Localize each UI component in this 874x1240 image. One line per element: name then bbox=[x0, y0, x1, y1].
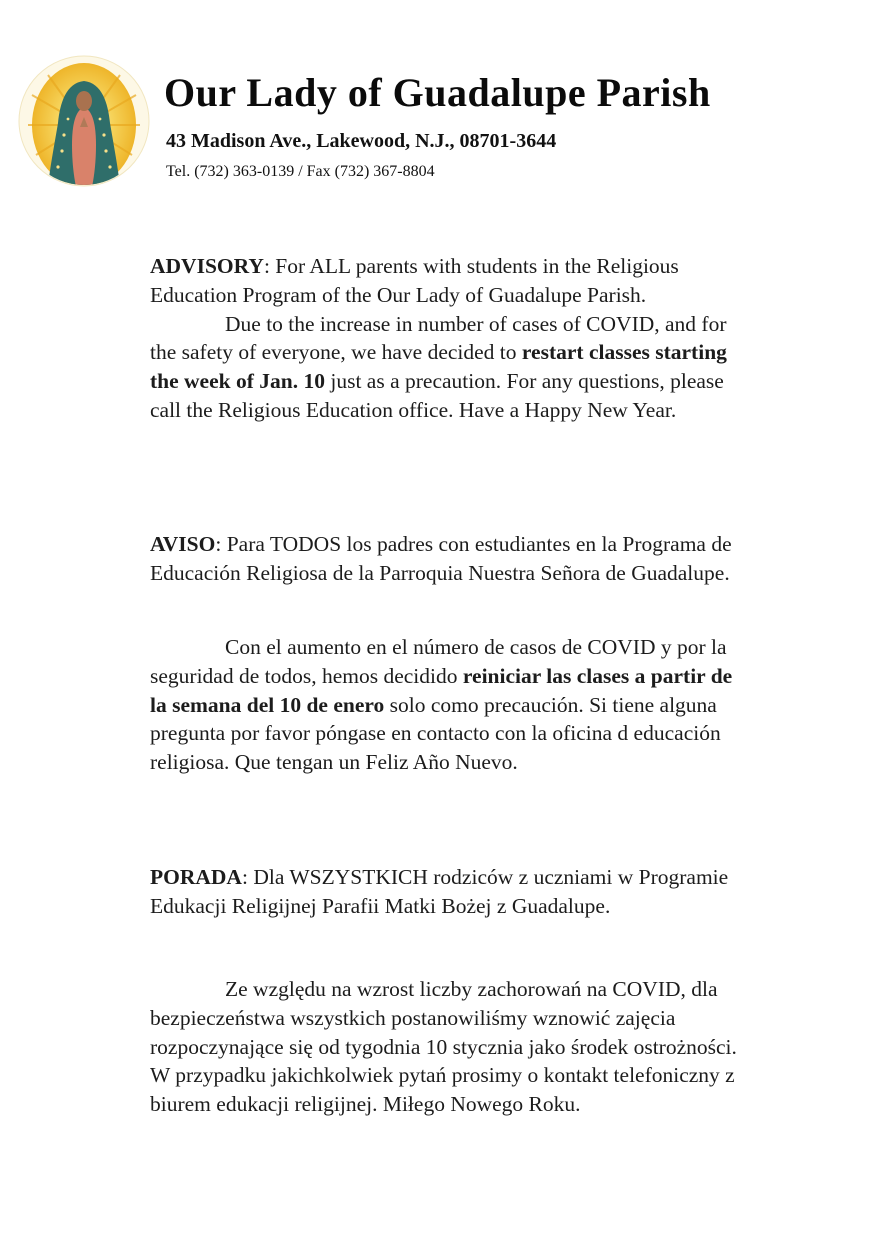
spanish-body-block bbox=[150, 633, 740, 777]
our-lady-of-guadalupe-icon bbox=[18, 55, 150, 187]
polish-body: Ze względu na wzrost liczby zachorowań na COVID, dla bezpieczeństwa wszystkich postanowiliśmy wznowić zajęcia rozpoczynające się od tygodnia 10 stycznia jako środek ostrożności. W przypadku jakichkolwiek pytań prosimy o kontakt telefoniczny z biurem edukacji religijnej. Miłego Nowego Roku. bbox=[150, 977, 737, 1117]
spanish-restart-date: reiniciar las clases a partir de la semana del 10 de enero bbox=[150, 663, 733, 717]
english-label: ADVISORY bbox=[150, 254, 264, 278]
parish-address: 43 Madison Ave., Lakewood, N.J., 08701-3644 bbox=[166, 130, 557, 152]
english-intro: ADVISORY: For ALL parents with students in the Religious Education Program of the Our Lady of Guadalupe Parish. bbox=[150, 254, 679, 307]
polish-body-block bbox=[150, 975, 740, 1119]
parish-phone-fax: Tel. (732) 363-0139 / Fax (732) 367-8804 bbox=[166, 163, 435, 180]
spanish-label: AVISO bbox=[150, 532, 216, 556]
english-body: Due to the increase in number of cases of COVID, and for the safety of everyone, we have decided to restart classes starting the week of Jan. 10 just as a precaution. For any questions, please call the Religious Education office. Have a Happy New Year. bbox=[150, 311, 727, 422]
english-restart-date: restart classes starting the week of Jan. 10 bbox=[150, 340, 727, 394]
polish-intro: PORADA: Dla WSZYSTKICH rodziców z uczniami w Programie Edukacji Religijnej Parafii Matki Bożej z Guadalupe. bbox=[150, 865, 729, 918]
spanish-intro: AVISO: Para TODOS los padres con estudiantes en la Programa de Educación Religiosa de la Parroquia Nuestra Señora de Guadalupe. bbox=[150, 532, 732, 585]
spanish-intro-block bbox=[150, 530, 740, 588]
parish-name: Our Lady of Guadalupe Parish bbox=[164, 70, 711, 115]
polish-label: PORADA bbox=[150, 865, 242, 889]
letterhead bbox=[18, 55, 858, 190]
english-notice bbox=[150, 252, 740, 425]
polish-intro-block bbox=[150, 863, 740, 921]
spanish-body: Con el aumento en el número de casos de COVID y por la seguridad de todos, hemos decidido reiniciar las clases a partir de la semana del 10 de enero solo como precaución. Si tiene alguna pregunta por favor póngase en contacto con la oficina d educación religiosa. Que tengan un Feliz Año Nuevo. bbox=[150, 635, 733, 775]
